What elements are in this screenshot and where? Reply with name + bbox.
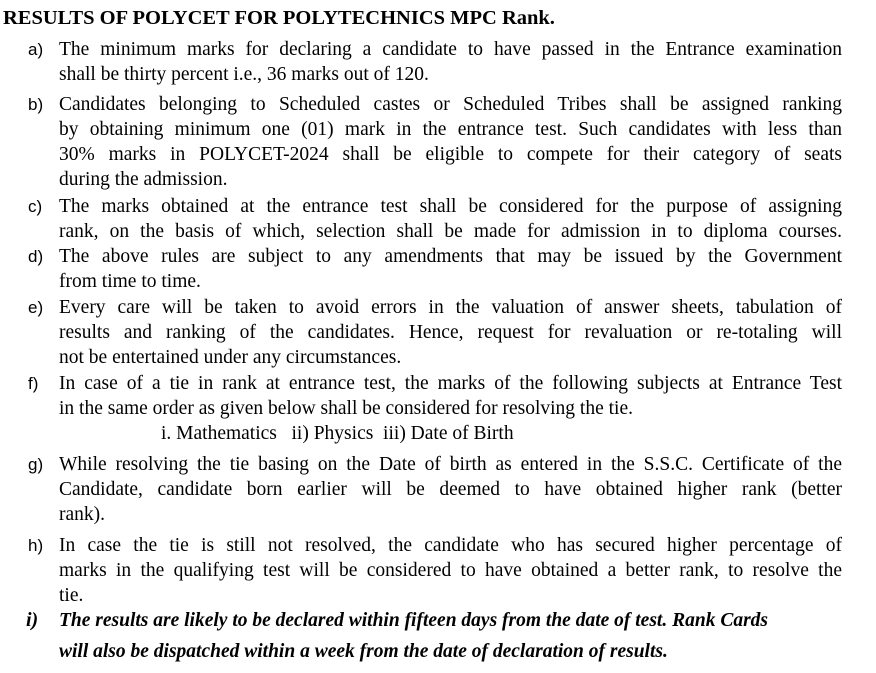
tie-break-order: i. Mathematics ii) Physics iii) Date of Birth [161, 423, 514, 444]
document-heading: RESULTS OF POLYCET FOR POLYTECHNICS MPC Rank. [3, 7, 555, 29]
list-item-line: during the admission. [59, 169, 228, 190]
list-item-line: In case of a tie in rank at entrance test, the marks of the following subjects at Entrance Test [59, 373, 842, 394]
list-item-line: in the same order as given below shall be considered for resolving the tie. [59, 398, 633, 419]
list-item-line: While resolving the tie basing on the Date of birth as entered in the S.S.C. Certificate of the [59, 454, 842, 475]
list-item-line: results and ranking of the candidates. Hence, request for revaluation or re-totaling will [59, 322, 842, 343]
list-item-line: In case the tie is still not resolved, the candidate who has secured higher percentage of [59, 535, 842, 556]
list-marker: e) [28, 298, 44, 317]
list-item-line: 30% marks in POLYCET-2024 shall be eligible to compete for their category of seats [59, 144, 842, 165]
list-item-line: from time to time. [59, 271, 201, 292]
list-item-line: Every care will be taken to avoid errors in the valuation of answer sheets, tabulation of [59, 297, 842, 318]
list-item-line: Candidate, candidate born earlier will be deemed to have obtained higher rank (better [59, 479, 842, 500]
list-marker: i) [26, 609, 39, 631]
list-marker: d) [28, 247, 44, 266]
list-item-line: by obtaining minimum one (01) mark in the entrance test. Such candidates with less than [59, 119, 842, 140]
list-item-line: The minimum marks for declaring a candidate to have passed in the Entrance examination [59, 39, 842, 60]
list-item-line: The above rules are subject to any amendments that may be issued by the Government [59, 246, 842, 267]
list-item-line: not be entertained under any circumstances. [59, 347, 402, 368]
list-marker: a) [28, 40, 44, 59]
list-item-line: will also be dispatched within a week from the date of declaration of results. [59, 641, 668, 662]
list-marker: b) [28, 95, 44, 114]
list-item-line: The results are likely to be declared within fifteen days from the date of test. Rank Cards [59, 610, 769, 631]
list-marker: g) [28, 455, 44, 474]
list-item-line: The marks obtained at the entrance test shall be considered for the purpose of assigning [59, 196, 842, 217]
list-marker: h) [28, 536, 44, 555]
list-item-line: marks in the qualifying test will be considered to have obtained a better rank, to resolve the [59, 560, 842, 581]
list-item-line: rank, on the basis of which, selection shall be made for admission in to diploma courses. [59, 221, 842, 242]
list-item-line: rank). [59, 504, 106, 525]
list-item-line: shall be thirty percent i.e., 36 marks out of 120. [59, 64, 429, 85]
list-marker: f) [28, 374, 39, 393]
list-item-line: Candidates belonging to Scheduled castes or Scheduled Tribes shall be assigned ranking [59, 94, 842, 115]
list-marker: c) [28, 197, 43, 216]
list-item-line: tie. [59, 585, 84, 606]
